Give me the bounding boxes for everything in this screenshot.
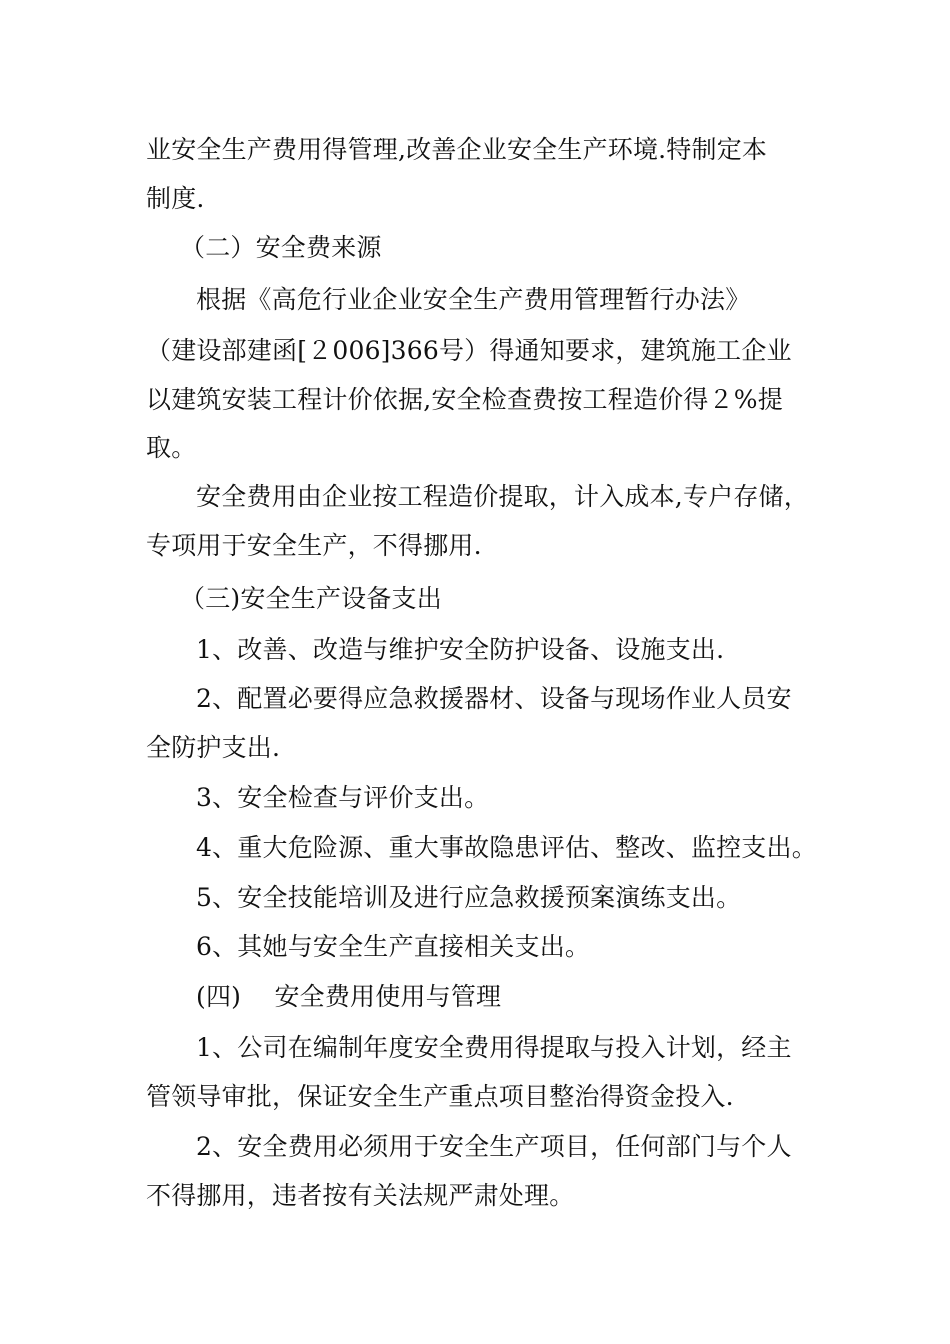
list-item-continuation: 全防护支出. <box>146 733 281 762</box>
section-heading: (四) 安全费用使用与管理 <box>196 982 502 1011</box>
section-heading: （二）安全费来源 <box>180 233 382 262</box>
list-item-continuation: 管领导审批，保证安全生产重点项目整治得资金投入. <box>146 1082 734 1111</box>
list-item: 3、安全检查与评价支出。 <box>196 783 490 812</box>
paragraph-line: 根据《高危行业企业安全生产费用管理暂行办法》 <box>196 285 751 314</box>
list-item: 2、配置必要得应急救援器材、设备与现场作业人员安 <box>196 684 792 713</box>
list-item: 6、其她与安全生产直接相关支出。 <box>196 932 591 961</box>
paragraph-line: （建设部建函[２006]366号）得通知要求，建筑施工企业 <box>146 336 792 365</box>
list-item: 4、重大危险源、重大事故隐患评估、整改、监控支出。 <box>196 833 817 862</box>
section-heading: （三)安全生产设备支出 <box>180 584 442 613</box>
list-item: 5、安全技能培训及进行应急救援预案演练支出。 <box>196 883 742 912</box>
list-item: 1、公司在编制年度安全费用得提取与投入计划，经主 <box>196 1033 792 1062</box>
list-item: 1、改善、改造与维护安全防护设备、设施支出. <box>196 635 725 664</box>
paragraph-line: 以建筑安装工程计价依据,安全检查费按工程造价得２%提 <box>146 385 783 414</box>
paragraph-line: 制度. <box>146 184 205 213</box>
paragraph-line: 取。 <box>146 433 197 462</box>
paragraph-line: 专项用于安全生产，不得挪用. <box>146 531 482 560</box>
list-item-continuation: 不得挪用，违者按有关法规严肃处理。 <box>146 1181 575 1210</box>
list-item: 2、安全费用必须用于安全生产项目，任何部门与个人 <box>196 1132 792 1161</box>
paragraph-line: 安全费用由企业按工程造价提取，计入成本,专户存储， <box>196 482 809 511</box>
paragraph-line: 业安全生产费用得管理,改善企业安全生产环境.特制定本 <box>146 135 768 164</box>
